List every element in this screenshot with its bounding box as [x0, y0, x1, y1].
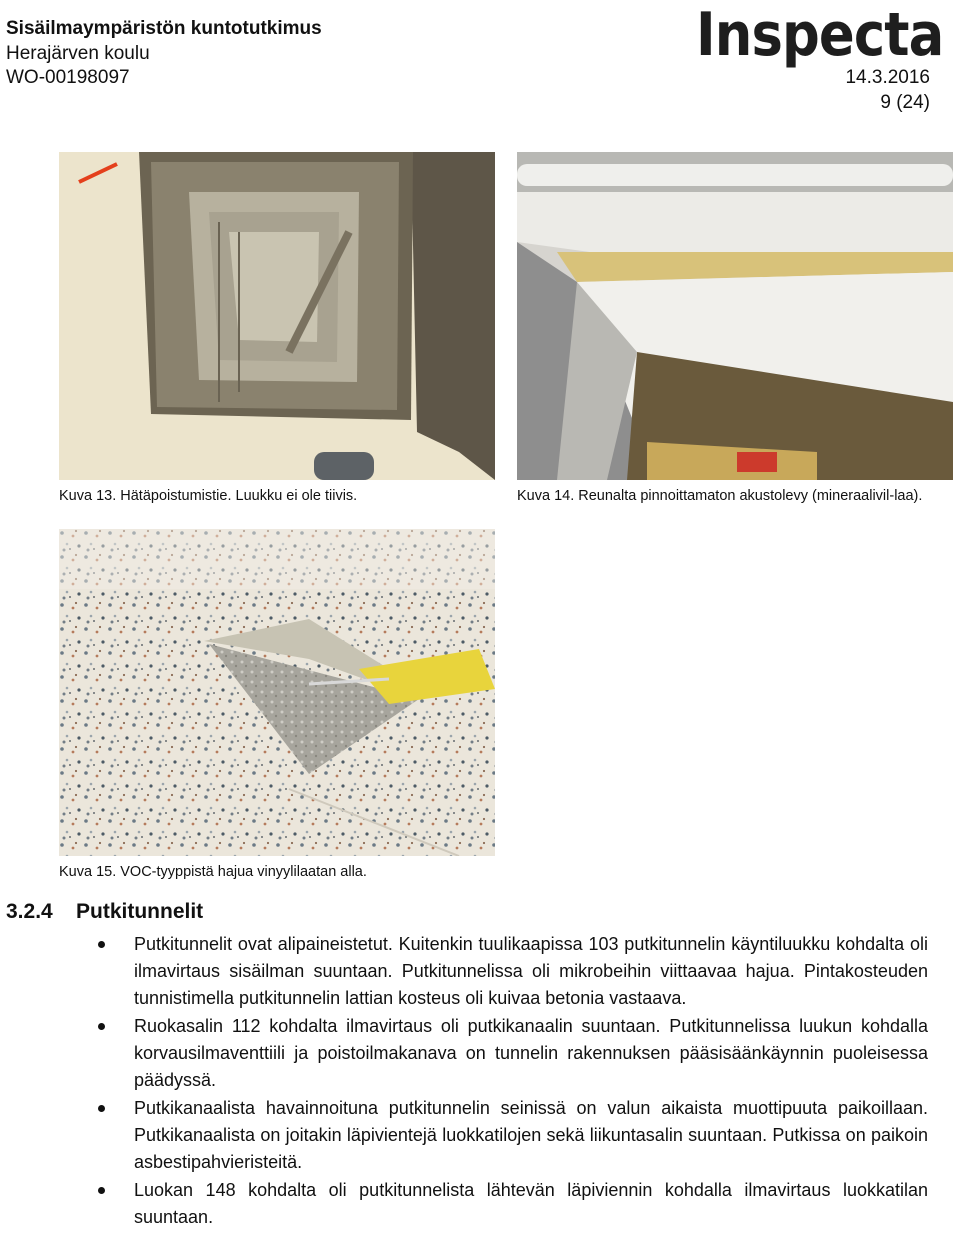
findings-list [98, 931, 928, 1232]
list-item [98, 1013, 928, 1094]
list-item [98, 1177, 928, 1231]
list-item-text: Ruokasalin 112 kohdalta ilmavirtaus oli putkikanaalin suuntaan. Putkitunnelissa luukun kohdalla korvausilmaventtiili ja poistoilmakanava on tunnelin rakennuksen pääsisäänkäynnin puoleisessa päädyssä. [134, 1016, 928, 1090]
bullet-icon [98, 1187, 105, 1194]
section-number: 3.2.4 [6, 900, 53, 923]
bullet-icon [98, 941, 105, 948]
section-heading [6, 900, 203, 924]
report-title: Sisäilmaympäristön kuntotutkimus [6, 18, 322, 39]
list-item-text: Luokan 148 kohdalta oli putkitunnelista lähtevän läpiviennin kohdalla ilmavirtaus luokkatilan suuntaan. [134, 1180, 928, 1227]
site-name: Herajärven koulu [6, 43, 150, 64]
work-order-number: WO-00198097 [6, 67, 130, 88]
list-item-text: Putkitunnelit ovat alipaineistetut. Kuitenkin tuulikaapissa 103 putkitunnelin käyntiluukku kohdalta oli ilmavirtaus sisäilman suuntaan. Putkitunnelissa oli mikrobeihin viittaavaa hajua. Pintakosteuden tunnistimella putkitunnelin lattian kosteus oli kuivaa betonia vastaava. [134, 934, 928, 1008]
figure-14-caption: Kuva 14. Reunalta pinnoittamaton akustolevy (mineraalivil-laa). [517, 488, 923, 504]
photo-emergency-exit-hatch [59, 152, 495, 480]
report-date: 14.3.2016 [845, 67, 930, 88]
list-item [98, 931, 928, 1012]
figure-13-caption: Kuva 13. Hätäpoistumistie. Luukku ei ole tiivis. [59, 488, 358, 504]
bullet-icon [98, 1105, 105, 1112]
photo-vinyl-tile [59, 529, 495, 856]
page-number: 9 (24) [880, 92, 930, 113]
list-item-text: Putkikanaalista havainnoituna putkitunnelin seinissä on valun aikaista muottipuuta paikoillaan. Putkikanaalista on joitakin läpivientejä luokkatilojen sekä liikuntasalin suuntaan. Putkissa on paikoin asbestipahvieristeitä. [134, 1098, 928, 1172]
photo-acoustic-board [517, 152, 953, 480]
bullet-icon [98, 1023, 105, 1030]
figure-15-caption: Kuva 15. VOC-tyyppistä hajua vinyylilaatan alla. [59, 864, 367, 880]
inspecta-logo: Inspecta [696, 0, 944, 70]
section-title: Putkitunnelit [76, 900, 204, 923]
list-item [98, 1095, 928, 1176]
